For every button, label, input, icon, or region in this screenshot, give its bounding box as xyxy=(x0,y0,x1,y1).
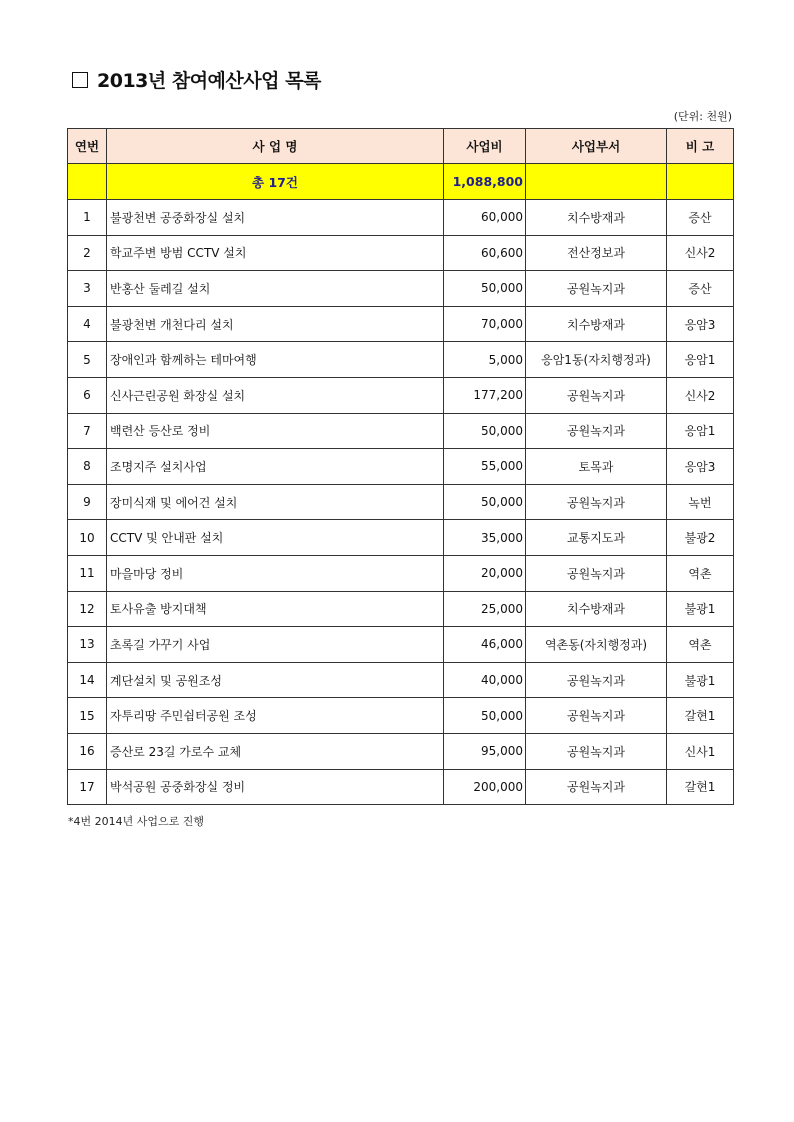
row-project-name: 반홍산 둘레길 설치 xyxy=(107,271,444,307)
row-remark: 불광1 xyxy=(667,662,734,698)
table-row xyxy=(68,235,734,271)
row-dept: 공원녹지과 xyxy=(526,271,667,307)
row-dept: 공원녹지과 xyxy=(526,698,667,734)
row-project-name: 백련산 등산로 정비 xyxy=(107,413,444,449)
row-dept: 공원녹지과 xyxy=(526,413,667,449)
header-row xyxy=(68,129,734,164)
row-project-name: 장애인과 함께하는 테마여행 xyxy=(107,342,444,378)
row-remark: 증산 xyxy=(667,271,734,307)
row-project-name: 계단설치 및 공원조성 xyxy=(107,662,444,698)
row-project-name: 불광천변 개천다리 설치 xyxy=(107,306,444,342)
header-no: 연번 xyxy=(68,129,107,164)
row-no: 5 xyxy=(68,342,107,378)
row-no: 6 xyxy=(68,377,107,413)
row-cost: 50,000 xyxy=(444,484,526,520)
row-cost: 5,000 xyxy=(444,342,526,378)
unit-label: (단위: 천원) xyxy=(673,110,732,123)
row-dept: 공원녹지과 xyxy=(526,377,667,413)
row-remark: 증산 xyxy=(667,200,734,236)
table-row xyxy=(68,520,734,556)
row-dept: 전산정보과 xyxy=(526,235,667,271)
row-project-name: 장미식재 및 에어건 설치 xyxy=(107,484,444,520)
row-no: 14 xyxy=(68,662,107,698)
row-dept: 응암1동(자치행정과) xyxy=(526,342,667,378)
row-remark: 응암1 xyxy=(667,342,734,378)
table-row xyxy=(68,698,734,734)
row-remark: 응암3 xyxy=(667,306,734,342)
row-project-name: 자투리땅 주민쉼터공원 조성 xyxy=(107,698,444,734)
row-dept: 역촌동(자치행정과) xyxy=(526,627,667,663)
total-dept xyxy=(526,164,667,200)
row-remark: 응암3 xyxy=(667,449,734,485)
row-project-name: 마을마당 정비 xyxy=(107,555,444,591)
row-project-name: 증산로 23길 가로수 교체 xyxy=(107,733,444,769)
row-project-name: CCTV 및 안내판 설치 xyxy=(107,520,444,556)
row-no: 12 xyxy=(68,591,107,627)
table-row xyxy=(68,449,734,485)
row-no: 13 xyxy=(68,627,107,663)
row-cost: 177,200 xyxy=(444,377,526,413)
row-dept: 공원녹지과 xyxy=(526,662,667,698)
table-row xyxy=(68,484,734,520)
row-remark: 불광1 xyxy=(667,591,734,627)
row-dept: 공원녹지과 xyxy=(526,733,667,769)
table-row xyxy=(68,627,734,663)
header-remark: 비 고 xyxy=(667,129,734,164)
row-remark: 신사1 xyxy=(667,733,734,769)
total-no xyxy=(68,164,107,200)
row-cost: 200,000 xyxy=(444,769,526,805)
row-cost: 55,000 xyxy=(444,449,526,485)
table-row xyxy=(68,733,734,769)
row-cost: 50,000 xyxy=(444,413,526,449)
row-dept: 토목과 xyxy=(526,449,667,485)
row-project-name: 불광천변 공중화장실 설치 xyxy=(107,200,444,236)
table-row xyxy=(68,342,734,378)
row-remark: 갈현1 xyxy=(667,769,734,805)
row-dept: 공원녹지과 xyxy=(526,769,667,805)
table-row xyxy=(68,377,734,413)
row-no: 16 xyxy=(68,733,107,769)
row-remark: 불광2 xyxy=(667,520,734,556)
row-no: 17 xyxy=(68,769,107,805)
row-cost: 50,000 xyxy=(444,698,526,734)
header-name: 사 업 명 xyxy=(107,129,444,164)
checkbox-square-icon xyxy=(72,72,88,88)
row-remark: 신사2 xyxy=(667,377,734,413)
row-cost: 60,000 xyxy=(444,200,526,236)
row-remark: 역촌 xyxy=(667,555,734,591)
row-no: 11 xyxy=(68,555,107,591)
row-project-name: 토사유출 방지대책 xyxy=(107,591,444,627)
table-row xyxy=(68,413,734,449)
row-no: 7 xyxy=(68,413,107,449)
table-row xyxy=(68,271,734,307)
header-dept: 사업부서 xyxy=(526,129,667,164)
row-no: 2 xyxy=(68,235,107,271)
row-no: 8 xyxy=(68,449,107,485)
budget-project-table xyxy=(67,128,734,805)
total-count: 총 17건 xyxy=(107,164,444,200)
row-dept: 치수방재과 xyxy=(526,591,667,627)
table-row xyxy=(68,591,734,627)
row-project-name: 조명지주 설치사업 xyxy=(107,449,444,485)
row-cost: 40,000 xyxy=(444,662,526,698)
title-text: 2013년 참여예산사업 목록 xyxy=(97,70,321,92)
row-cost: 50,000 xyxy=(444,271,526,307)
row-cost: 20,000 xyxy=(444,555,526,591)
row-remark: 갈현1 xyxy=(667,698,734,734)
row-project-name: 학교주변 방범 CCTV 설치 xyxy=(107,235,444,271)
header-cost: 사업비 xyxy=(444,129,526,164)
row-cost: 60,600 xyxy=(444,235,526,271)
row-dept: 치수방재과 xyxy=(526,306,667,342)
row-no: 9 xyxy=(68,484,107,520)
row-project-name: 초록길 가꾸기 사업 xyxy=(107,627,444,663)
row-dept: 공원녹지과 xyxy=(526,484,667,520)
row-no: 10 xyxy=(68,520,107,556)
row-remark: 신사2 xyxy=(667,235,734,271)
row-dept: 공원녹지과 xyxy=(526,555,667,591)
row-no: 1 xyxy=(68,200,107,236)
row-remark: 녹번 xyxy=(667,484,734,520)
row-remark: 응암1 xyxy=(667,413,734,449)
row-dept: 치수방재과 xyxy=(526,200,667,236)
row-no: 15 xyxy=(68,698,107,734)
page-title xyxy=(72,66,321,93)
row-cost: 25,000 xyxy=(444,591,526,627)
table-row xyxy=(68,769,734,805)
total-row xyxy=(68,164,734,200)
total-cost: 1,088,800 xyxy=(444,164,526,200)
table-row xyxy=(68,555,734,591)
total-remark xyxy=(667,164,734,200)
row-project-name: 신사근린공원 화장실 설치 xyxy=(107,377,444,413)
row-cost: 35,000 xyxy=(444,520,526,556)
row-cost: 95,000 xyxy=(444,733,526,769)
row-project-name: 박석공원 공중화장실 정비 xyxy=(107,769,444,805)
row-cost: 70,000 xyxy=(444,306,526,342)
row-no: 4 xyxy=(68,306,107,342)
row-no: 3 xyxy=(68,271,107,307)
row-dept: 교통지도과 xyxy=(526,520,667,556)
row-cost: 46,000 xyxy=(444,627,526,663)
table-row xyxy=(68,200,734,236)
footnote: *4번 2014년 사업으로 진행 xyxy=(68,815,204,828)
row-remark: 역촌 xyxy=(667,627,734,663)
table-row xyxy=(68,306,734,342)
table-row xyxy=(68,662,734,698)
